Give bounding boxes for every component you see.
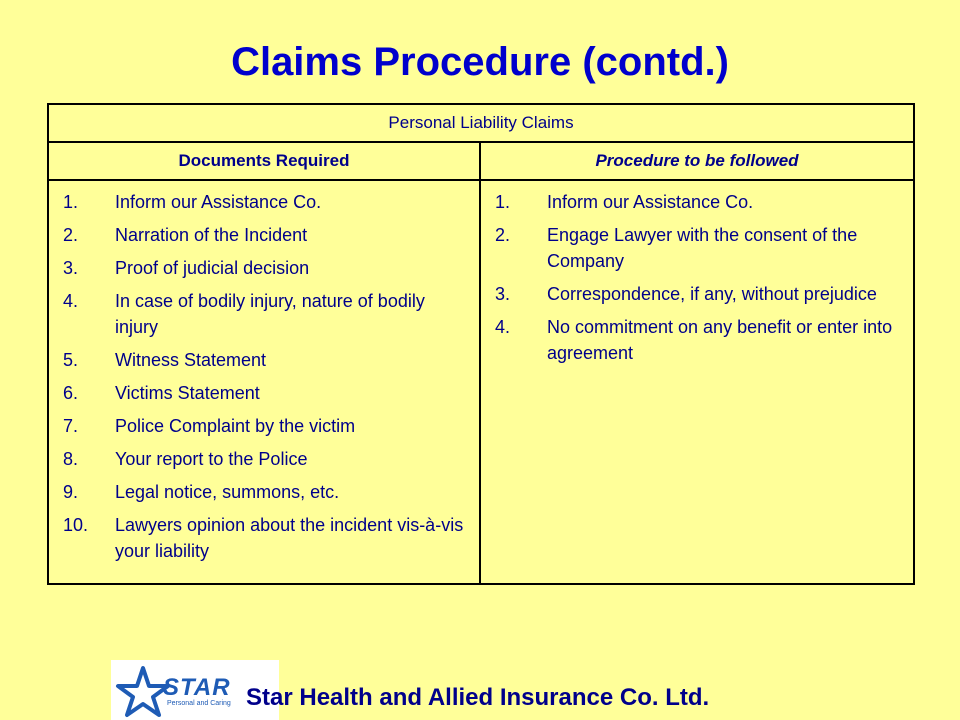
table-column-header-row [48,142,914,180]
document-item [57,413,469,439]
document-item-text: Lawyers opinion about the incident vis-à-vis your liability [115,515,464,561]
documents-list [49,181,479,564]
document-item-number: 4. [63,291,79,311]
claims-table [47,103,915,585]
document-item [57,347,469,373]
page-title: Claims Procedure (contd.) [231,40,729,84]
procedure-item-number: 3. [495,284,511,304]
column-header-documents: Documents Required [48,142,480,180]
procedure-item-number: 4. [495,317,511,337]
document-item [57,189,469,215]
document-item-text: Your report to the Police [115,449,308,469]
table-body-row [48,180,914,584]
procedure-item-text: Engage Lawyer with the consent of the Company [547,225,858,271]
documents-cell [48,180,480,584]
document-item-number: 3. [63,258,79,278]
document-item-number: 10. [63,515,89,535]
document-item-number: 8. [63,449,79,469]
document-item-number: 5. [63,350,79,370]
document-item-number: 1. [63,192,79,212]
procedure-list [481,181,913,366]
document-item [57,479,469,505]
procedure-item [489,189,903,215]
document-item [57,288,469,340]
document-item [57,446,469,472]
procedure-item-text: Correspondence, if any, without prejudice [547,284,877,304]
document-item [57,222,469,248]
document-item-text: Proof of judicial decision [115,258,310,278]
logo-wordmark: STAR [163,674,231,701]
document-item-text: Inform our Assistance Co. [115,192,322,212]
document-item-text: Narration of the Incident [115,225,308,245]
document-item-text: Police Complaint by the victim [115,416,356,436]
document-item-number: 7. [63,416,79,436]
procedure-item-text: Inform our Assistance Co. [547,192,754,212]
procedure-item [489,222,903,274]
footer-company-name: Star Health and Allied Insurance Co. Ltd. [246,684,710,711]
document-item-text: Victims Statement [115,383,260,403]
document-item-text: In case of bodily injury, nature of bodily injury [115,291,425,337]
document-item-number: 6. [63,383,79,403]
procedure-item [489,314,903,366]
section-header: Personal Liability Claims [48,104,914,142]
table-section-header-row [48,104,914,142]
document-item [57,255,469,281]
document-item-number: 2. [63,225,79,245]
logo-tagline: Personal and Caring [167,700,231,707]
procedure-item [489,281,903,307]
procedure-item-number: 1. [495,192,511,212]
document-item [57,380,469,406]
column-header-procedure: Procedure to be followed [480,142,914,180]
document-item-text: Witness Statement [115,350,267,370]
procedure-item-number: 2. [495,225,511,245]
procedure-cell [480,180,914,584]
document-item [57,512,469,564]
document-item-text: Legal notice, summons, etc. [115,482,340,502]
procedure-item-text: No commitment on any benefit or enter into agreement [547,317,893,363]
document-item-number: 9. [63,482,79,502]
